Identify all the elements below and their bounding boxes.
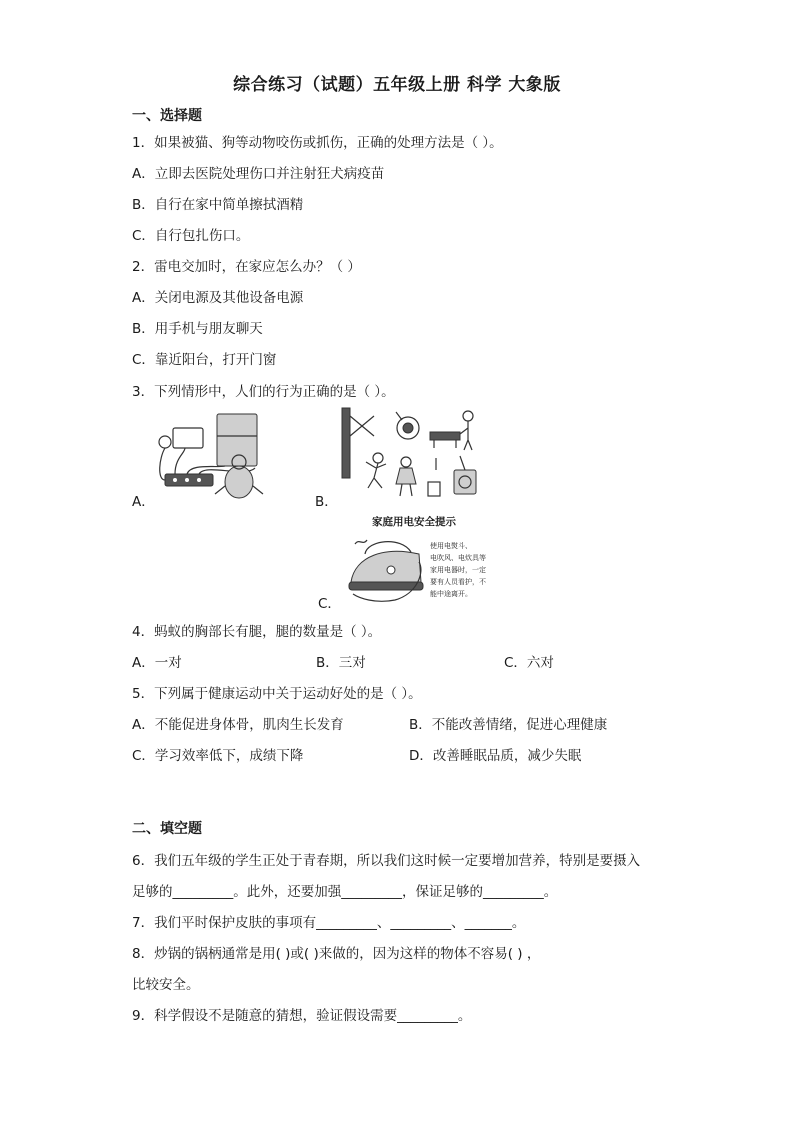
section-heading-fill-blank: 二、填空题 (132, 821, 202, 837)
iron-safety-tip-line: 电吹风、电炊具等 (430, 554, 486, 562)
overloaded-socket-image (155, 408, 273, 502)
question-4-option-c: C．六对 (504, 655, 554, 671)
question-1-option-a: A．立即去医院处理伤口并注射狂犬病疫苗 (132, 166, 385, 182)
question-3-option-b-label: B． (315, 494, 338, 510)
question-2-option-c: C．靠近阳台，打开门窗 (132, 352, 277, 368)
iron-safety-tip-line: 家用电器时，一定 (430, 566, 486, 574)
question-5-option-b: B．不能改善情绪，促进心理健康 (409, 717, 608, 733)
question-6-line-1: 6．我们五年级的学生正处于青春期，所以我们这时候一定要增加营养，特别是要摄入 (132, 853, 641, 869)
question-3-option-c-caption: 家庭用电安全提示 (372, 516, 456, 528)
iron-safety-tip-line: 使用电熨斗、 (430, 542, 472, 550)
question-2-stem: 2．雷电交加时，在家应怎么办？（ ） (132, 259, 361, 275)
section-heading-choice: 一、选择题 (132, 108, 202, 124)
question-4-stem: 4．蚂蚁的胸部长有腿，腿的数量是（ ）。 (132, 624, 382, 640)
question-3-option-c-label: C． (318, 596, 341, 612)
iron-safety-tip-text (430, 540, 486, 600)
question-3-option-a-label: A． (132, 494, 155, 510)
iron-safety-tip-line: 能中途离开。 (430, 590, 472, 598)
question-5-option-d: D．改善睡眠品质，减少失眠 (409, 748, 582, 764)
electricity-scenes-image (338, 406, 480, 504)
question-4-option-b: B．三对 (316, 655, 366, 671)
question-5-stem: 5．下列属于健康运动中关于运动好处的是（ ）。 (132, 686, 422, 702)
question-2-option-b: B．用手机与朋友聊天 (132, 321, 263, 337)
question-1-option-c: C．自行包扎伤口。 (132, 228, 250, 244)
question-3-stem: 3．下列情形中，人们的行为正确的是（ ）。 (132, 384, 395, 400)
question-9: 9．科学假设不是随意的猜想，验证假设需要_________。 (132, 1008, 472, 1024)
question-8-line-1: 8．炒锅的锅柄通常是用( )或( )来做的，因为这样的物体不容易( ) ， (132, 946, 541, 962)
question-6-line-2: 足够的_________。此外，还要加强_________，保证足够的_________。 (132, 884, 558, 900)
question-1-option-b: B．自行在家中简单擦拭酒精 (132, 197, 304, 213)
iron-safety-tip-line: 要有人员看护，不 (430, 578, 486, 586)
question-7: 7．我们平时保护皮肤的事项有_________、_________、_______。 (132, 915, 526, 931)
question-5-option-a: A．不能促进身体骨，肌肉生长发育 (132, 717, 344, 733)
question-2-option-a: A．关闭电源及其他设备电源 (132, 290, 304, 306)
question-4-option-a: A．一对 (132, 655, 182, 671)
electric-iron-image (345, 532, 425, 604)
page-title: 综合练习（试题）五年级上册 科学 大象版 (233, 75, 561, 95)
question-8-line-2: 比较安全。 (132, 977, 200, 993)
question-1-stem: 1．如果被猫、狗等动物咬伤或抓伤，正确的处理方法是（ ）。 (132, 135, 503, 151)
question-5-option-c: C．学习效率低下，成绩下降 (132, 748, 304, 764)
